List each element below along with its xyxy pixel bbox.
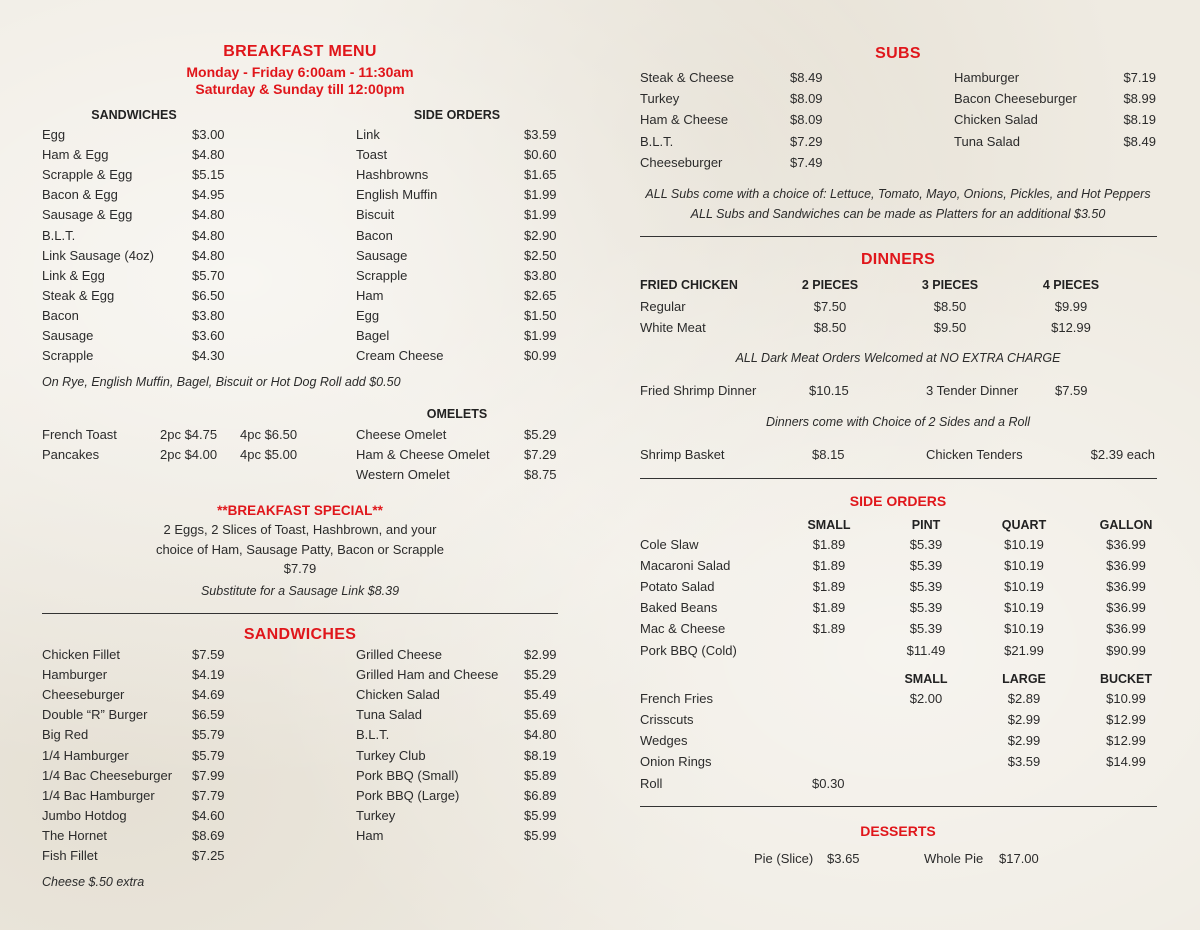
menu-item-name: Chicken Salad [954, 112, 1038, 128]
breakfast-special-price: $7.79 [283, 561, 317, 576]
menu-item-name: Tuna Salad [356, 707, 423, 723]
menu-item-name: Ham [356, 287, 384, 303]
menu-item-price: $4.80 [192, 147, 225, 163]
menu-item-price: $1.99 [524, 207, 557, 223]
menu-item-price: $4.69 [192, 687, 225, 703]
divider [640, 478, 1157, 479]
menu-item-name: Scrapple [42, 348, 94, 364]
menu-item-price: $6.59 [192, 707, 225, 723]
menu-item-name: Double “R” Burger [42, 707, 148, 723]
divider [42, 613, 558, 614]
menu-item-price: $36.99 [1106, 579, 1146, 595]
roll-price: $0.30 [812, 776, 845, 791]
menu-item-name: Steak & Egg [42, 287, 115, 303]
menu-item-name: 1/4 Bac Hamburger [42, 787, 155, 803]
menu-item-price: $1.89 [812, 558, 846, 574]
menu-item-price: $8.75 [524, 467, 557, 483]
column-header: BUCKET [1099, 672, 1153, 686]
divider [640, 806, 1157, 807]
menu-item-price: $6.89 [524, 787, 557, 803]
menu-item-price: $5.99 [524, 827, 557, 843]
menu-item-name: B.L.T. [42, 227, 76, 243]
menu-item-name: Egg [356, 307, 380, 323]
menu-item-price: $1.99 [524, 187, 557, 203]
menu-item-price: $8.49 [1123, 133, 1156, 149]
menu-item-name: Big Red [42, 727, 89, 743]
menu-item-name: Chicken Salad [356, 687, 440, 703]
menu-item-name: Bacon [42, 307, 79, 323]
menu-item-price: $11.49 [906, 642, 946, 658]
menu-item-price: $5.99 [524, 807, 557, 823]
menu-item-price: $12.99 [1106, 733, 1146, 749]
menu-item-name: Baked Beans [640, 600, 718, 616]
menu-item-name: Toast [356, 147, 388, 163]
menu-item-price: $8.50 [933, 299, 967, 314]
menu-item-price: $5.79 [192, 727, 225, 743]
menu-item-price: $0.60 [524, 147, 557, 163]
menu-item-name: Link [356, 127, 380, 142]
menu-item-price: $10.19 [1004, 579, 1044, 595]
menu-item-name: Wedges [640, 733, 688, 749]
menu-item-name: B.L.T. [356, 727, 390, 743]
menu-item-price: $1.89 [812, 537, 846, 552]
breakfast-special-sub: Substitute for a Sausage Link $8.39 [200, 584, 400, 598]
menu-item-name: Ham & Cheese Omelet [356, 447, 490, 463]
menu-item-name: Regular [640, 299, 686, 314]
menu-item-name: Western Omelet [356, 467, 450, 483]
menu-item-name: Bacon Cheeseburger [954, 91, 1077, 107]
menu-item-price: $3.00 [192, 127, 225, 142]
column-header: 2 PIECES [801, 278, 859, 292]
menu-item-price: $7.99 [192, 767, 225, 783]
breakfast-special-line2: choice of Ham, Sausage Patty, Bacon or Scrapple [155, 542, 445, 557]
subs-note-1: ALL Subs come with a choice of: Lettuce, Tomato, Mayo, Onions, Pickles, and Hot Peppers [645, 187, 1151, 201]
menu-item-price: $4.60 [192, 807, 225, 823]
menu-item-name: Ham & Egg [42, 147, 109, 163]
menu-item-name: Bacon & Egg [42, 187, 118, 203]
sandwiches-title: SANDWICHES [243, 626, 357, 643]
menu-item-name: Sausage [42, 328, 94, 343]
menu-item-price: $7.50 [813, 299, 847, 314]
bread-note: On Rye, English Muffin, Bagel, Biscuit or Hot Dog Roll add $0.50 [42, 375, 401, 389]
menu-item-name: The Hornet [42, 827, 108, 843]
menu-item-price: 2pc $4.75 [160, 427, 218, 442]
chicken-tenders-name: Chicken Tenders [926, 447, 1023, 462]
fried-chicken-header: FRIED CHICKEN [640, 278, 738, 292]
shrimp-dinner-price: $10.15 [809, 383, 849, 398]
pie-slice-name: Pie (Slice) [754, 851, 814, 866]
menu-item-name: White Meat [640, 320, 706, 335]
menu-item-price: $21.99 [1004, 642, 1044, 658]
menu-item-price: $2.65 [524, 287, 557, 303]
menu-item-price: $7.79 [192, 787, 225, 803]
menu-item-price: $6.50 [192, 287, 225, 303]
menu-item-price: $2.99 [1007, 712, 1041, 728]
menu-item-price: $3.59 [1007, 754, 1041, 770]
menu-item-name: Fish Fillet [42, 848, 98, 863]
menu-item-price: $36.99 [1106, 621, 1146, 637]
menu-item-price: $12.99 [1106, 712, 1146, 728]
menu-item-price: $5.29 [524, 667, 557, 683]
menu-item-price: $4.80 [192, 207, 225, 223]
menu-item-price: $4.80 [524, 727, 557, 743]
menu-item-price: $7.29 [790, 133, 823, 149]
column-header: 3 PIECES [921, 278, 979, 292]
menu-item-name: Pancakes [42, 447, 100, 463]
tender-dinner-price: $7.59 [1055, 383, 1088, 398]
menu-item-price: $4.80 [192, 247, 225, 263]
menu-item-price: $5.70 [192, 267, 225, 283]
menu-item-price: $36.99 [1106, 600, 1146, 616]
menu-item-price: $5.15 [192, 167, 225, 183]
menu-item-price: $1.99 [524, 328, 557, 343]
menu-item-price: $14.99 [1106, 754, 1146, 770]
menu-item-price: $10.99 [1106, 691, 1146, 706]
menu-item-name: Ham [356, 827, 384, 843]
column-header: GALLON [1099, 518, 1153, 532]
menu-item-price: $8.50 [813, 320, 847, 335]
menu-item-name: Biscuit [356, 207, 395, 223]
breakfast-side-orders-header: SIDE ORDERS [413, 108, 501, 122]
menu-item-price: $0.99 [524, 348, 557, 364]
menu-item-price: $10.19 [1004, 537, 1044, 552]
menu-item-price: $4.30 [192, 348, 225, 364]
divider [640, 236, 1157, 237]
desserts-title: DESSERTS [860, 823, 936, 839]
menu-item-name: English Muffin [356, 187, 438, 203]
column-header: PINT [911, 518, 941, 532]
breakfast-hours-weekend: Saturday & Sunday till 12:00pm [195, 81, 405, 97]
whole-pie-name: Whole Pie [924, 851, 984, 866]
breakfast-sandwiches-header: SANDWICHES [91, 108, 177, 122]
menu-item-price: $36.99 [1106, 558, 1146, 574]
menu-item-price: $5.39 [909, 621, 943, 637]
menu-item-name: Link & Egg [42, 267, 105, 283]
menu-item-name: B.L.T. [640, 133, 674, 149]
menu-item-price: $4.95 [192, 187, 225, 203]
menu-item-price: $12.99 [1051, 320, 1091, 335]
menu-item-price: $3.80 [192, 307, 225, 323]
breakfast-special-line1: 2 Eggs, 2 Slices of Toast, Hashbrown, and your [163, 522, 437, 537]
menu-item-price: 4pc $6.50 [240, 427, 298, 442]
menu-item-price: $5.79 [192, 747, 225, 763]
omelets-header: OMELETS [426, 407, 488, 421]
menu-item-name: 1/4 Bac Cheeseburger [42, 767, 173, 783]
menu-item-price: $2.90 [524, 227, 557, 243]
menu-item-name: Pork BBQ (Small) [356, 767, 459, 783]
menu-item-price: $10.19 [1004, 621, 1044, 637]
menu-item-price: $3.59 [524, 127, 557, 142]
menu-item-price: $4.19 [192, 667, 225, 683]
menu-item-price: $5.89 [524, 767, 557, 783]
breakfast-menu-title: BREAKFAST MENU [223, 43, 377, 60]
menu-item-price: $1.89 [812, 621, 846, 637]
menu-item-price: $8.99 [1123, 91, 1156, 107]
shrimp-dinner-name: Fried Shrimp Dinner [640, 383, 757, 398]
menu-item-price: $7.49 [790, 154, 823, 170]
tender-dinner-name: 3 Tender Dinner [926, 383, 1019, 398]
menu-item-name: Bacon [356, 227, 393, 243]
menu-item-name: Steak & Cheese [640, 70, 734, 85]
menu-item-price: $5.39 [909, 537, 943, 552]
menu-item-price: $1.89 [812, 579, 846, 595]
chicken-tenders-price: $2.39 each [1090, 447, 1155, 462]
subs-note-2: ALL Subs and Sandwiches can be made as Platters for an additional $3.50 [690, 207, 1106, 221]
breakfast-special-title: **BREAKFAST SPECIAL** [217, 503, 383, 518]
menu-item-name: 1/4 Hamburger [42, 747, 129, 763]
dark-meat-note: ALL Dark Meat Orders Welcomed at NO EXTRA CHARGE [735, 351, 1061, 365]
menu-item-price: $8.09 [790, 91, 823, 107]
menu-item-price: $3.80 [524, 267, 557, 283]
column-header: 4 PIECES [1042, 278, 1100, 292]
menu-item-name: Hamburger [42, 667, 108, 683]
menu-item-price: $1.89 [812, 600, 846, 616]
column-header: SMALL [904, 672, 948, 686]
menu-item-price: $10.19 [1004, 558, 1044, 574]
menu-item-price: $90.99 [1106, 642, 1146, 658]
pie-slice-price: $3.65 [827, 851, 860, 866]
menu-item-name: Cheeseburger [42, 687, 125, 703]
menu-item-price: $2.89 [1007, 691, 1041, 706]
menu-item-name: French Toast [42, 427, 117, 442]
menu-item-price: $3.60 [192, 328, 225, 343]
menu-item-price: $7.59 [192, 647, 225, 662]
menu-item-price: $8.69 [192, 827, 225, 843]
menu-item-name: Hamburger [954, 70, 1020, 85]
menu-item-name: Sausage & Egg [42, 207, 133, 223]
roll-name: Roll [640, 776, 663, 791]
dinners-title: DINNERS [860, 251, 936, 268]
menu-item-name: Cole Slaw [640, 537, 699, 552]
menu-item-name: Mac & Cheese [640, 621, 726, 637]
menu-item-price: $1.50 [524, 307, 557, 323]
menu-item-name: Scrapple [356, 267, 408, 283]
menu-item-name: Onion Rings [640, 754, 712, 770]
menu-item-name: Cream Cheese [356, 348, 444, 364]
menu-item-price: $4.80 [192, 227, 225, 243]
menu-item-name: Grilled Cheese [356, 647, 442, 662]
whole-pie-price: $17.00 [999, 851, 1039, 866]
menu-item-name: Scrapple & Egg [42, 167, 133, 183]
menu-item-price: $10.19 [1004, 600, 1044, 616]
menu-item-name: Cheeseburger [640, 154, 723, 170]
column-header: SMALL [807, 518, 851, 532]
menu-item-price: $5.39 [909, 600, 943, 616]
menu-item-price: $36.99 [1106, 537, 1146, 552]
menu-item-name: Ham & Cheese [640, 112, 729, 128]
menu-item-price: $2.99 [1007, 733, 1041, 749]
menu-item-price: $9.50 [933, 320, 967, 335]
menu-item-price: $9.99 [1054, 299, 1088, 314]
column-header: QUART [1001, 518, 1047, 532]
menu-item-name: Crisscuts [640, 712, 694, 728]
menu-item-name: Tuna Salad [954, 133, 1021, 149]
cheese-note: Cheese $.50 extra [42, 875, 145, 889]
side-orders-title: SIDE ORDERS [849, 493, 947, 509]
column-header: LARGE [1002, 672, 1046, 686]
menu-item-price: $5.69 [524, 707, 557, 723]
menu-item-price: $1.65 [524, 167, 557, 183]
menu-item-name: Egg [42, 127, 66, 142]
menu-item-name: Hashbrowns [356, 167, 429, 183]
menu-item-name: Bagel [356, 328, 390, 343]
menu-item-name: Turkey [640, 91, 680, 107]
menu-item-name: Cheese Omelet [356, 427, 447, 442]
menu-item-price: $5.29 [524, 427, 557, 442]
menu-item-price: $5.49 [524, 687, 557, 703]
menu-item-name: Pork BBQ (Large) [356, 787, 460, 803]
menu-item-price: $5.39 [909, 579, 943, 595]
menu-item-name: Macaroni Salad [640, 558, 731, 574]
menu-item-price: 2pc $4.00 [160, 447, 218, 463]
menu-item-name: Turkey Club [356, 747, 426, 763]
subs-title: SUBS [875, 45, 921, 62]
shrimp-basket-name: Shrimp Basket [640, 447, 725, 462]
menu-item-price: $7.25 [192, 848, 225, 863]
menu-item-price: $8.19 [524, 747, 557, 763]
menu-item-price: $8.19 [1123, 112, 1156, 128]
menu-item-price: $2.50 [524, 247, 557, 263]
menu-item-price: $2.00 [909, 691, 943, 706]
menu-item-price: $7.19 [1123, 70, 1156, 85]
menu-item-price: 4pc $5.00 [240, 447, 298, 463]
menu-item-name: French Fries [640, 691, 713, 706]
menu-item-name: Link Sausage (4oz) [42, 247, 155, 263]
menu-item-name: Grilled Ham and Cheese [356, 667, 499, 683]
menu-item-price: $2.99 [524, 647, 557, 662]
menu-item-name: Jumbo Hotdog [42, 807, 127, 823]
menu-item-price: $8.09 [790, 112, 823, 128]
shrimp-basket-price: $8.15 [812, 447, 845, 462]
menu-item-price: $5.39 [909, 558, 943, 574]
menu-item-name: Sausage [356, 247, 408, 263]
menu-item-price: $7.29 [524, 447, 557, 463]
breakfast-hours-weekday: Monday - Friday 6:00am - 11:30am [186, 64, 414, 80]
menu-item-name: Turkey [356, 807, 396, 823]
menu-item-name: Pork BBQ (Cold) [640, 642, 737, 658]
menu-item-price: $8.49 [790, 70, 823, 85]
menu-item-name: Chicken Fillet [42, 647, 121, 662]
menu-item-name: Potato Salad [640, 579, 715, 595]
dinner-sides-note: Dinners come with Choice of 2 Sides and a Roll [765, 415, 1031, 429]
